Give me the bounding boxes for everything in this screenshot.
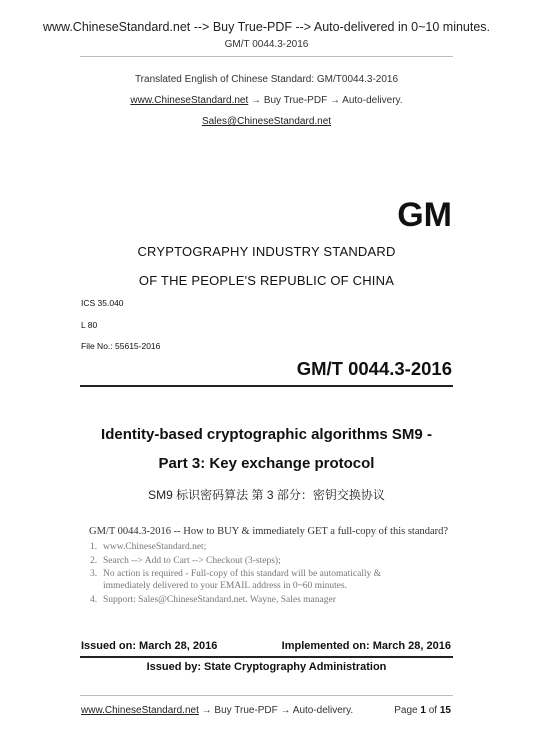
page-indicator [394, 705, 451, 716]
email-link[interactable]: Sales@ChineseStandard.net [201, 116, 332, 127]
step-number: 2. [90, 556, 98, 566]
standard-divider [80, 385, 453, 387]
purchase-question: GM/T 0044.3-2016 -- How to BUY & immediately GET a full-copy of this standard? [89, 526, 449, 537]
purchase-step [90, 568, 381, 580]
purchase-step [90, 555, 281, 567]
purchase-step [90, 541, 206, 553]
purchase-step [90, 594, 336, 606]
page-number: 1 [420, 705, 426, 716]
footer-link-line [81, 705, 353, 716]
title-line-1: Identity-based cryptographic algorithms SM9 - [101, 426, 432, 443]
site-suffix: → Buy True-PDF → Auto-delivery. [248, 95, 403, 106]
ics-code: ICS 35.040 [81, 298, 124, 308]
step-text: Search --> Add to Cart --> Checkout (3-steps); [103, 556, 281, 566]
top-banner: www.ChineseStandard.net --> Buy True-PDF --> Auto-delivered in 0~10 minutes. [42, 20, 491, 34]
issued-by: Issued by: State Cryptography Administration [146, 661, 387, 673]
class-code: L 80 [81, 320, 98, 330]
site-link[interactable]: www.ChineseStandard.net [130, 95, 249, 106]
issue-divider [80, 656, 453, 658]
email-line [0, 116, 533, 127]
standard-country: OF THE PEOPLE'S REPUBLIC OF CHINA [138, 273, 395, 288]
page-prefix: Page [394, 705, 421, 716]
page-of: of [425, 705, 440, 716]
translation-site-line [0, 95, 533, 106]
step-text: immediately delivered to your EMAIL address in 0~60 minutes. [103, 581, 348, 591]
step-number: 3. [90, 569, 98, 579]
translation-notice: Translated English of Chinese Standard: GM/T0044.3-2016 [134, 74, 399, 85]
purchase-step-continued [90, 580, 347, 592]
title-chinese: SM9 标识密码算法 第 3 部分：密钥交换协议 [148, 488, 385, 502]
step-number: 4. [90, 595, 98, 605]
page-total: 15 [439, 705, 451, 716]
file-number: File No.: 55615-2016 [81, 341, 161, 351]
step-number: 1. [90, 542, 98, 552]
gm-logo: GM [397, 196, 452, 234]
issued-date: Issued on: March 28, 2016 [81, 640, 218, 652]
footer-divider [80, 695, 453, 696]
standard-type: CRYPTOGRAPHY INDUSTRY STANDARD [137, 244, 396, 259]
step-text[interactable]: Support: Sales@ChineseStandard.net. Wayne, Sales manager [103, 595, 336, 605]
step-text: No action is required - Full-copy of this standard will be automatically & [103, 569, 382, 579]
footer-site-link[interactable]: www.ChineseStandard.net [81, 705, 199, 716]
standard-number: GM/T 0044.3-2016 [296, 358, 452, 379]
implemented-date: Implemented on: March 28, 2016 [281, 640, 451, 652]
header-standard-code: GM/T 0044.3-2016 [224, 39, 309, 50]
step-text[interactable]: www.ChineseStandard.net; [103, 542, 207, 552]
title-line-2: Part 3: Key exchange protocol [158, 455, 375, 472]
header-divider [80, 56, 453, 57]
footer-suffix: → Buy True-PDF → Auto-delivery. [198, 705, 354, 716]
